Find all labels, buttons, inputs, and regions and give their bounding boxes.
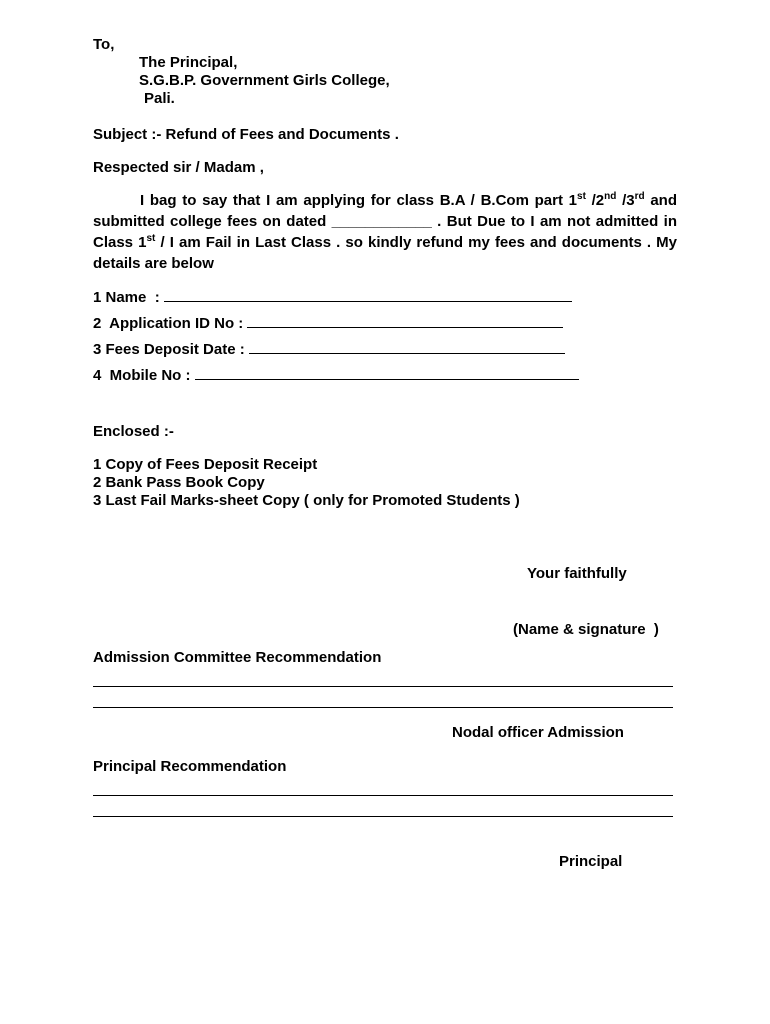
enclosed-item: 1 Copy of Fees Deposit Receipt: [93, 456, 318, 473]
principal-heading: Principal Recommendation: [93, 758, 287, 775]
field-fees-date-label: 3 Fees Deposit Date :: [93, 341, 245, 358]
admission-heading: Admission Committee Recommendation: [93, 649, 382, 666]
closing: Your faithfully: [527, 565, 627, 582]
field-name: [93, 287, 572, 307]
principal-rule: [93, 795, 673, 796]
field-name-label: 1 Name :: [93, 289, 160, 306]
fees-date-blank: [249, 339, 565, 354]
field-fees-date: [93, 339, 565, 359]
enclosed-item: 2 Bank Pass Book Copy: [93, 474, 265, 491]
principal-signatory: Principal: [559, 853, 623, 870]
recipient-title: The Principal,: [139, 54, 238, 71]
greeting: Respected sir / Madam ,: [93, 159, 264, 176]
subject-line: Subject :- Refund of Fees and Documents .: [93, 126, 399, 143]
name-blank: [164, 287, 572, 302]
to-salutation: To,: [93, 36, 115, 53]
nodal-officer: Nodal officer Admission: [452, 724, 624, 741]
admission-rule: [93, 707, 673, 708]
principal-rule: [93, 816, 673, 817]
signature-line: (Name & signature ): [513, 621, 659, 638]
enclosed-item: 3 Last Fail Marks-sheet Copy ( only for Promoted Students ): [93, 492, 520, 509]
admission-rule: [93, 686, 673, 687]
field-mobile: [93, 365, 579, 385]
field-mobile-label: 4 Mobile No :: [93, 367, 191, 384]
application-id-blank: [247, 313, 563, 328]
recipient-college: S.G.B.P. Government Girls College,: [139, 72, 390, 89]
field-application-id: [93, 313, 563, 333]
mobile-blank: [195, 365, 579, 380]
field-application-id-label: 2 Application ID No :: [93, 315, 244, 332]
letter-body: I bag to say that I am applying for class B.A / B.Com part 1st /2nd /3rd and submitted college fees on dated ____________ . But Due to I am not admitted in Class 1st / I am Fail in Last Class . so kindly refund my fees and documents . My details are below: [93, 191, 677, 272]
recipient-city: Pali.: [144, 90, 175, 107]
enclosed-heading: Enclosed :-: [93, 423, 174, 440]
